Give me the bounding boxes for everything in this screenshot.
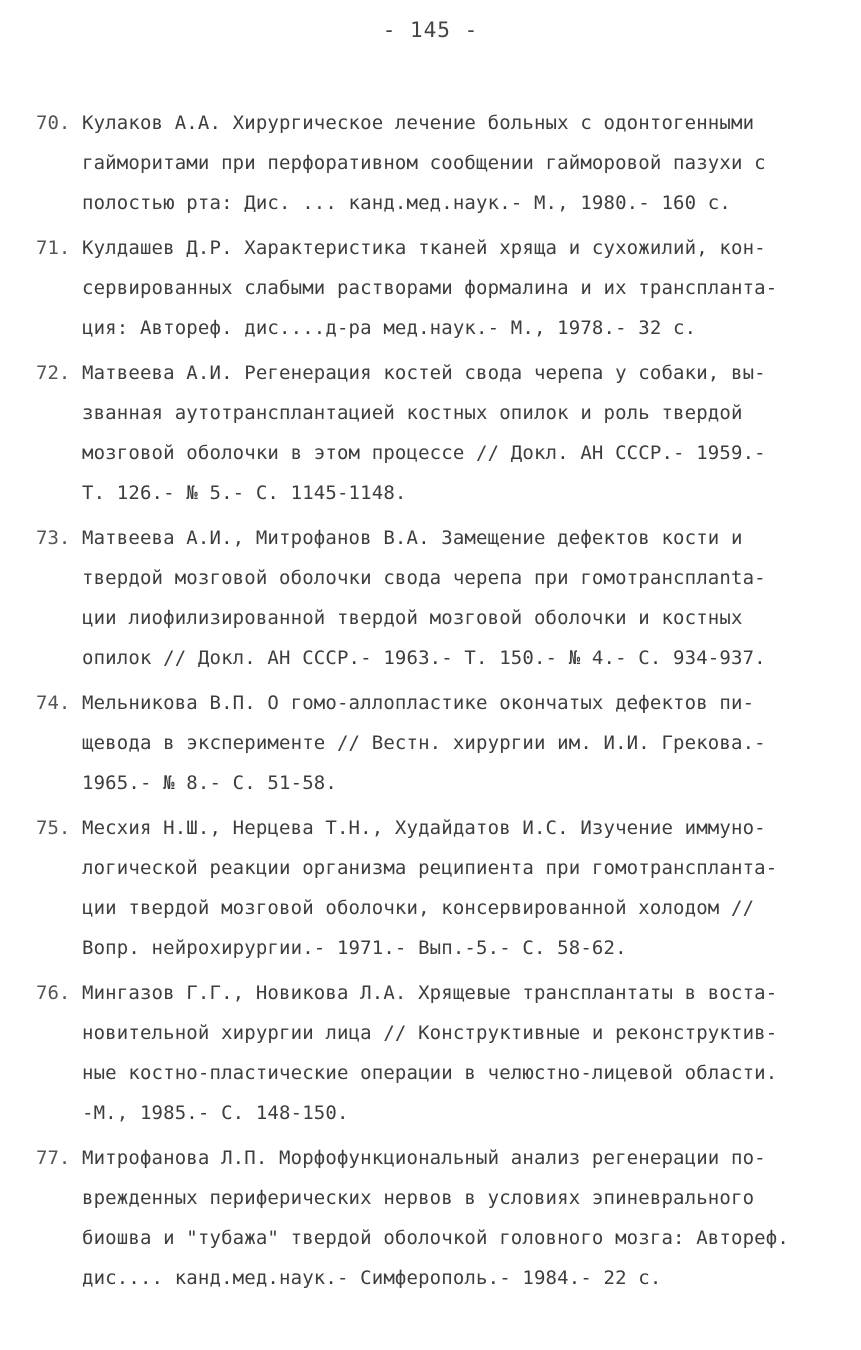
reference-text-line: ции лиофилизированной твердой мозговой оболочки и костных [82, 607, 743, 629]
reference-entry [36, 103, 836, 223]
reference-list [36, 103, 836, 1303]
reference-text-line: дис.... канд.мед.наук.- Симферополь.- 1984.- 22 с. [82, 1267, 662, 1289]
reference-text-line: званная аутотрансплантацией костных опилок и роль твердой [82, 402, 743, 424]
reference-text-line: Т. 126.- № 5.- С. 1145-1148. [82, 482, 407, 504]
reference-text-line: Матвеева А.И. Регенерация костей свода черепа у собаки, вы- [82, 362, 766, 384]
reference-text-line: Митрофанова Л.П. Морфофункциональный анализ регенерации по- [82, 1147, 766, 1169]
reference-number: 77. [36, 1147, 71, 1169]
reference-entry [36, 353, 836, 513]
reference-text-line: врежденных периферических нервов в условиях эпиневрального [82, 1187, 755, 1209]
reference-number: 70. [36, 112, 71, 134]
reference-text-line: мозговой оболочки в этом процессе // Докл. АН СССР.- 1959.- [82, 442, 766, 464]
reference-text-line: -М., 1985.- С. 148-150. [82, 1102, 349, 1124]
reference-number: 73. [36, 527, 71, 549]
reference-text-line: Кулаков А.А. Хирургическое лечение больных с одонтогенными [82, 112, 755, 134]
reference-entry [36, 518, 836, 678]
reference-number: 72. [36, 362, 71, 384]
reference-text-line: 1965.- № 8.- С. 51-58. [82, 772, 337, 794]
reference-text-line: логической реакции организма реципиента при гомотранспланта- [82, 857, 778, 879]
reference-text-line: ции твердой мозговой оболочки, консервированной холодом // [82, 897, 755, 919]
page-number: - 145 - [382, 18, 479, 42]
reference-entry [36, 683, 836, 803]
reference-text-line: Месхия Н.Ш., Нерцева Т.Н., Худайдатов И.С. Изучение иммуно- [82, 817, 766, 839]
reference-entry [36, 1138, 836, 1298]
reference-text-line: Мельникова В.П. О гомо-аллопластике окончатых дефектов пи- [82, 692, 755, 714]
reference-text-line: Матвеева А.И., Митрофанов В.А. Замещение дефектов кости и [82, 527, 743, 549]
reference-text-line: новительной хирургии лица // Конструктивные и реконструктив- [82, 1022, 778, 1044]
reference-entry [36, 808, 836, 968]
reference-number: 75. [36, 817, 71, 839]
reference-text-line: твердой мозговой оболочки свода черепа при гомотрансплanta- [82, 567, 766, 589]
reference-entry [36, 228, 836, 348]
reference-text-line: ция: Автореф. дис....д-ра мед.наук.- М., 1978.- 32 с. [82, 317, 697, 339]
reference-number: 76. [36, 982, 71, 1004]
reference-text-line: щевода в эксперименте // Вестн. хирургии им. И.И. Грекова.- [82, 732, 766, 754]
reference-text-line: Кулдашев Д.Р. Характеристика тканей хряща и сухожилий, кон- [82, 237, 766, 259]
reference-text-line: Вопр. нейрохирургии.- 1971.- Вып.-5.- С. 58-62. [82, 937, 627, 959]
reference-text-line: сервированных слабыми растворами формалина и их транспланта- [82, 277, 778, 299]
reference-number: 74. [36, 692, 71, 714]
reference-text-line: гайморитами при перфоративном сообщении гайморовой пазухи с [82, 152, 766, 174]
reference-text-line: биошва и "тубажа" твердой оболочкой головного мозга: Автореф. [82, 1227, 789, 1249]
reference-text-line: ные костно-пластические операции в челюстно-лицевой области. [82, 1062, 778, 1084]
reference-text-line: опилок // Докл. АН СССР.- 1963.- Т. 150.- № 4.- С. 934-937. [82, 647, 766, 669]
reference-entry [36, 973, 836, 1133]
reference-text-line: полостью рта: Дис. ... канд.мед.наук.- М., 1980.- 160 с. [82, 192, 731, 214]
reference-number: 71. [36, 237, 71, 259]
reference-text-line: Мингазов Г.Г., Новикова Л.А. Хрящевые трансплантаты в воста- [82, 982, 778, 1004]
